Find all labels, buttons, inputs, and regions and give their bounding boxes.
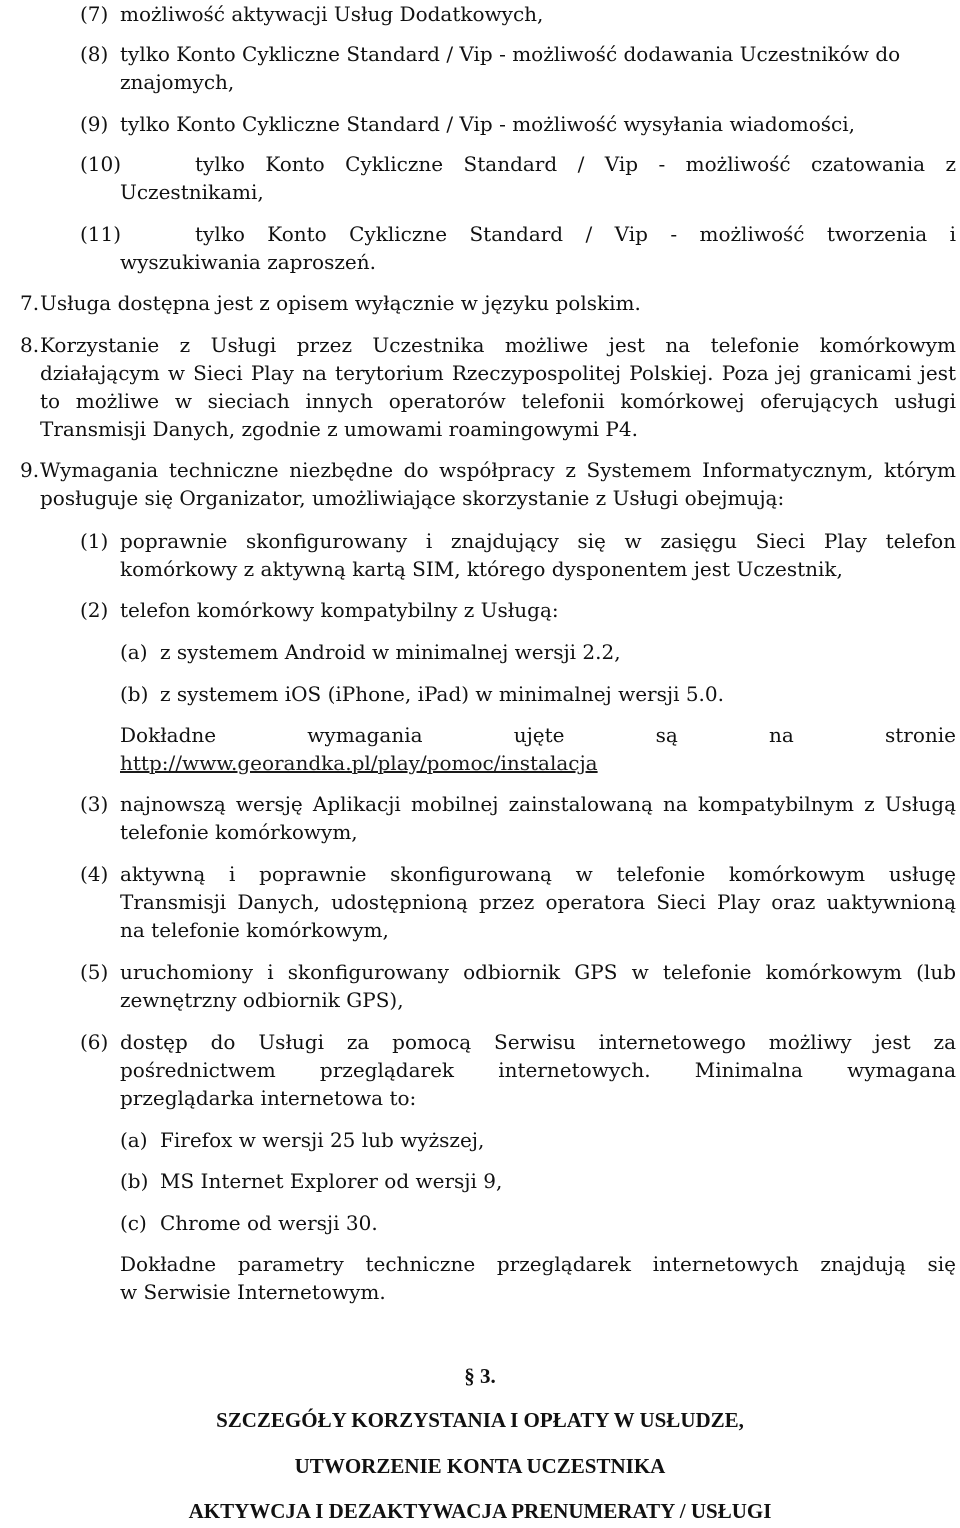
item-text: tylko Konto Cykliczne Standard / Vip - możliwość czatowania z	[195, 152, 956, 176]
section-title: SZCZEGÓŁY KORZYSTANIA I OPŁATY W USŁUDZE,	[216, 1408, 744, 1432]
requirement-note: w Serwisie Internetowym.	[120, 1280, 386, 1304]
subitem-number: (a)	[120, 1128, 148, 1152]
paragraph-line: Korzystanie z Usługi przez Uczestnika możliwe jest na telefonie komórkowym	[40, 333, 956, 357]
item-text-continuation: Uczestnikami,	[120, 180, 264, 204]
subitem-text: z systemem iOS (iPhone, iPad) w minimalnej wersji 5.0.	[160, 682, 724, 706]
subitem-text: Firefox w wersji 25 lub wyższej,	[160, 1128, 485, 1152]
item-text-line: tylko Konto Cykliczne Standard / Vip - możliwość dodawania Uczestników do	[120, 42, 901, 66]
requirement-number: (6)	[80, 1030, 109, 1054]
requirement-line: dostęp do Usługi za pomocą Serwisu internetowego możliwy jest za	[120, 1030, 956, 1054]
paragraph-line: Transmisji Danych, zgodnie z umowami roamingowymi P4.	[40, 417, 638, 441]
instalacja-link[interactable]	[120, 749, 598, 777]
item-number: (8)	[80, 42, 109, 66]
subitem-text: z systemem Android w minimalnej wersji 2.2,	[160, 640, 621, 664]
item-text: tylko Konto Cykliczne Standard / Vip - możliwość wysyłania wiadomości,	[120, 112, 855, 136]
paragraph-line: posługuje się Organizator, umożliwiające skorzystanie z Usługi obejmują:	[40, 486, 785, 510]
section-title: AKTYWCJA I DEZAKTYWACJA PRENUMERATY / USŁUGI	[188, 1499, 772, 1523]
section-number: § 3.	[464, 1364, 496, 1388]
requirement-note: Dokładne parametry techniczne przeglądarek internetowych znajdują się	[120, 1252, 956, 1276]
requirement-number: (4)	[80, 862, 109, 886]
item-number: (7)	[80, 2, 109, 26]
requirement-line: na telefonie komórkowym,	[120, 918, 389, 942]
item-text-continuation: znajomych,	[120, 70, 235, 94]
item-number: (9)	[80, 112, 109, 136]
requirement-line: poprawnie skonfigurowany i znajdujący się w zasięgu Sieci Play telefon	[120, 529, 956, 553]
section-title: UTWORZENIE KONTA UCZESTNIKA	[294, 1454, 666, 1478]
subitem-number: (b)	[120, 1169, 149, 1193]
paragraph-line: działającym w Sieci Play na terytorium Rzeczypospolitej Polskiej. Poza jej granicami jest	[40, 361, 956, 385]
paragraph-text: Usługa dostępna jest z opisem wyłącznie w języku polskim.	[40, 291, 641, 315]
item-text: tylko Konto Cykliczne Standard / Vip - możliwość tworzenia i	[195, 222, 956, 246]
paragraph-line: to możliwe w sieciach innych operatorów telefonii komórkowej oferujących usługi	[40, 389, 956, 413]
requirement-line: Transmisji Danych, udostępnioną przez operatora Sieci Play oraz uaktywnioną	[120, 890, 956, 914]
requirement-line: telefonie komórkowym,	[120, 820, 358, 844]
subitem-text: MS Internet Explorer od wersji 9,	[160, 1169, 503, 1193]
requirement-number: (3)	[80, 792, 109, 816]
requirement-number: (1)	[80, 529, 109, 553]
item-text-continuation: wyszukiwania zaproszeń.	[120, 250, 376, 274]
requirement-line: uruchomiony i skonfigurowany odbiornik GPS w telefonie komórkowym (lub	[120, 960, 956, 984]
requirement-line: telefon komórkowy kompatybilny z Usługą:	[120, 598, 559, 622]
paragraph-number: 8.	[20, 333, 40, 357]
subitem-text: Chrome od wersji 30.	[160, 1211, 378, 1235]
item-text: możliwość aktywacji Usług Dodatkowych,	[120, 2, 544, 26]
requirement-line: komórkowy z aktywną kartą SIM, którego dysponentem jest Uczestnik,	[120, 557, 843, 581]
requirement-note: Dokładne wymagania ujęte są na stronie	[120, 723, 956, 747]
instalacja-link-text[interactable]: http://www.georandka.pl/play/pomoc/instalacja	[120, 751, 598, 775]
paragraph-line: Wymagania techniczne niezbędne do współpracy z Systemem Informatycznym, którym	[40, 458, 956, 482]
paragraph-number: 9.	[20, 458, 40, 482]
requirement-line: aktywną i poprawnie skonfigurowaną w telefonie komórkowym usługę	[120, 862, 956, 886]
requirement-number: (2)	[80, 598, 109, 622]
item-number: (11)	[80, 222, 122, 246]
requirement-line: przeglądarka internetowa to:	[120, 1086, 417, 1110]
item-number: (10)	[80, 152, 122, 176]
subitem-number: (b)	[120, 682, 149, 706]
subitem-number: (a)	[120, 640, 148, 664]
requirement-line: zewnętrzny odbiornik GPS),	[120, 988, 404, 1012]
item-text	[120, 40, 956, 68]
paragraph-number: 7.	[20, 291, 40, 315]
requirement-line: pośrednictwem przeglądarek internetowych. Minimalna wymagana	[120, 1058, 956, 1082]
requirement-line: najnowszą wersję Aplikacji mobilnej zainstalowaną na kompatybilnym z Usługą	[120, 792, 956, 816]
requirement-number: (5)	[80, 960, 109, 984]
subitem-number: (c)	[120, 1211, 147, 1235]
